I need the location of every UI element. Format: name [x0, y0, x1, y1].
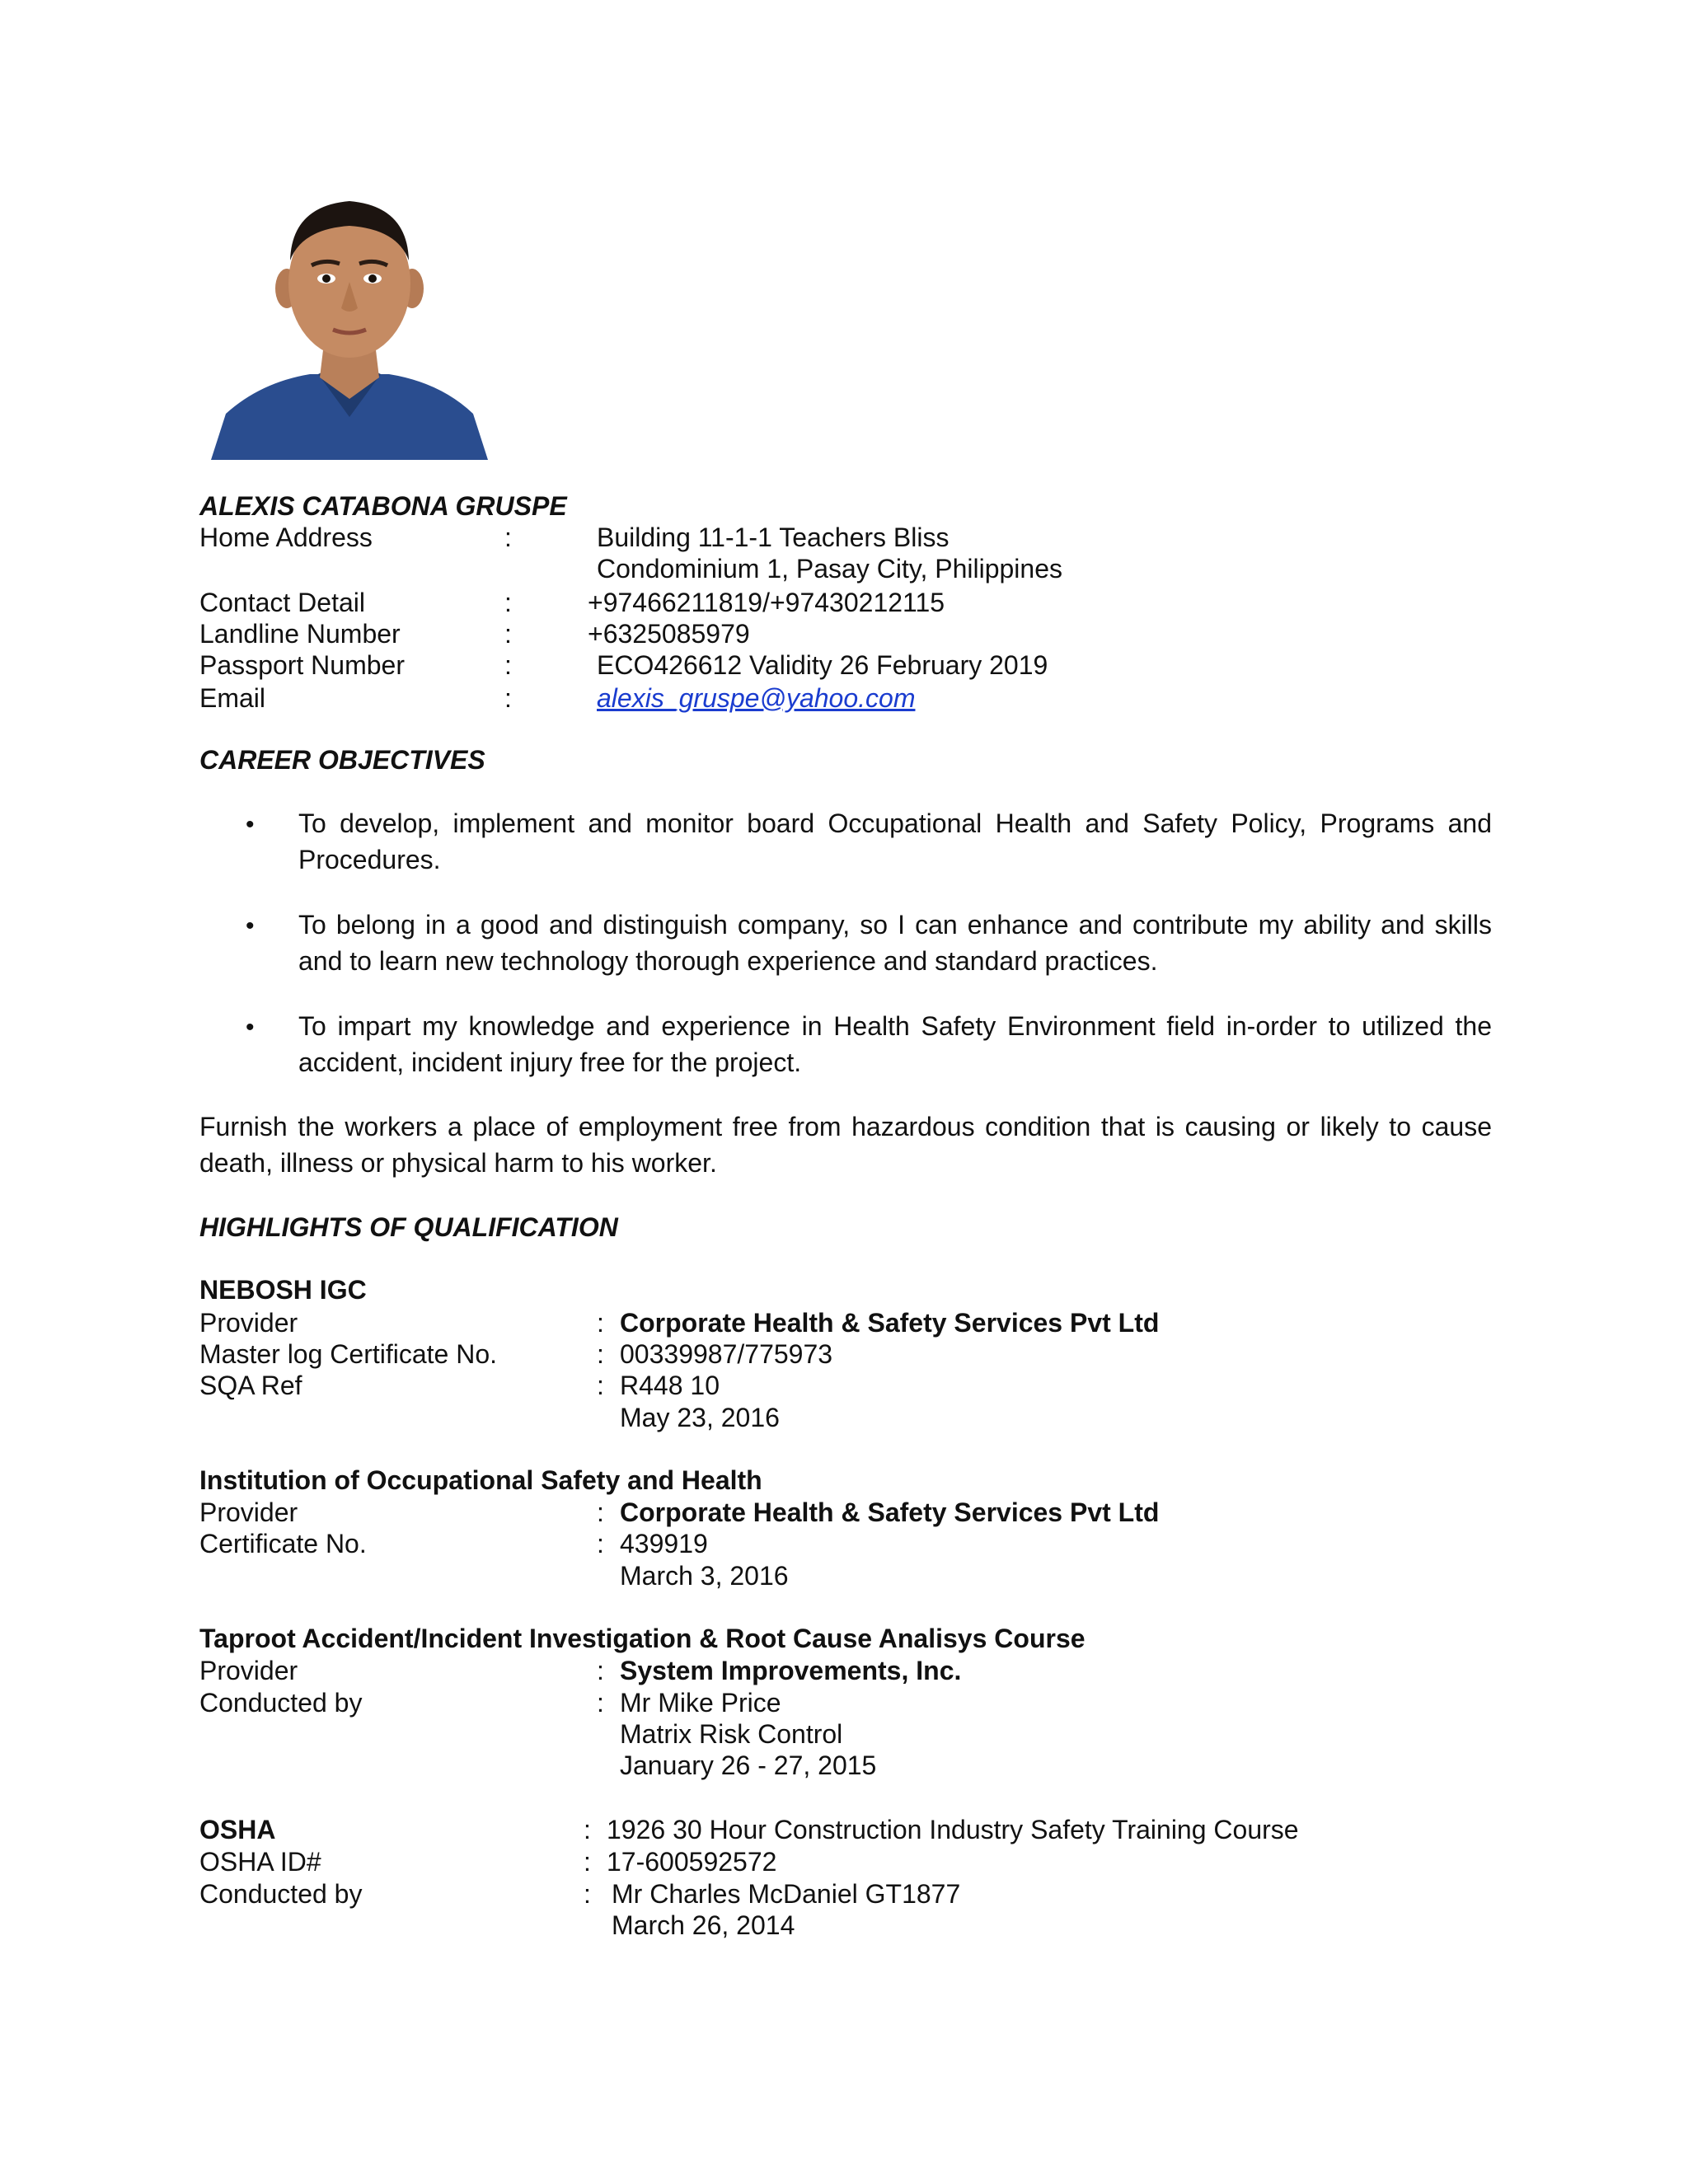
- contact-detail-colon: :: [504, 588, 512, 617]
- home-address-line2: Condominium 1, Pasay City, Philippines: [597, 554, 1062, 583]
- iosh-title: Institution of Occupational Safety and Health: [199, 1465, 762, 1495]
- highlights-heading: HIGHLIGHTS OF QUALIFICATION: [199, 1212, 618, 1242]
- objective-paragraph: Furnish the workers a place of employment free from hazardous condition that is causing or likely to cause death, illness or physical harm to his worker.: [199, 1112, 1492, 1178]
- nebosh-title: NEBOSH IGC: [199, 1275, 367, 1305]
- iosh-provider-label: Provider: [199, 1497, 298, 1527]
- osha-conducted-value: Mr Charles McDaniel GT1877: [612, 1879, 961, 1909]
- iosh-cert-value: 439919: [620, 1529, 708, 1558]
- nebosh-sqa-colon: :: [597, 1371, 604, 1400]
- osha-date: March 26, 2014: [612, 1910, 795, 1940]
- email-link[interactable]: alexis_gruspe@yahoo.com: [597, 683, 916, 713]
- taproot-title: Taproot Accident/Incident Investigation & Root Cause Analisys Course: [199, 1624, 1085, 1653]
- objective-item-3: To impart my knowledge and experience in Health Safety Environment field in-order to utilized the accident, incident injury free for the project.: [298, 1011, 1492, 1077]
- objective-item-2: To belong in a good and distinguish company, so I can enhance and contribute my ability and skills and to learn new technology thorough experience and standard practices.: [298, 910, 1492, 976]
- iosh-cert-colon: :: [597, 1529, 604, 1558]
- contact-detail-label: Contact Detail: [199, 588, 365, 617]
- contact-detail-value: +97466211819/+97430212115: [588, 588, 945, 617]
- nebosh-sqa-label: SQA Ref: [199, 1371, 302, 1400]
- osha-conducted-label: Conducted by: [199, 1879, 363, 1909]
- taproot-conducted-label: Conducted by: [199, 1688, 363, 1718]
- taproot-date: January 26 - 27, 2015: [620, 1750, 877, 1780]
- bullet-icon: •: [246, 811, 255, 838]
- taproot-provider-colon: :: [597, 1656, 604, 1685]
- profile-photo: [211, 191, 488, 460]
- osha-conducted-colon: :: [584, 1879, 591, 1909]
- osha-title-colon: :: [584, 1815, 591, 1844]
- nebosh-date: May 23, 2016: [620, 1403, 780, 1432]
- osha-title: OSHA: [199, 1815, 276, 1844]
- iosh-date: March 3, 2016: [620, 1561, 789, 1591]
- nebosh-provider-value: Corporate Health & Safety Services Pvt Ltd: [620, 1308, 1160, 1338]
- home-address-colon: :: [504, 523, 512, 552]
- iosh-provider-value: Corporate Health & Safety Services Pvt Ltd: [620, 1497, 1160, 1527]
- objective-item-1: To develop, implement and monitor board Occupational Health and Safety Policy, Programs and Procedures.: [298, 808, 1492, 874]
- osha-id-colon: :: [584, 1847, 591, 1877]
- career-objectives-heading: CAREER OBJECTIVES: [199, 745, 485, 775]
- nebosh-cert-label: Master log Certificate No.: [199, 1339, 498, 1369]
- home-address-label: Home Address: [199, 523, 373, 552]
- taproot-provider-value: System Improvements, Inc.: [620, 1656, 962, 1685]
- nebosh-sqa-value: R448 10: [620, 1371, 720, 1400]
- osha-id-label: OSHA ID#: [199, 1847, 321, 1877]
- profile-photo-image: [211, 191, 488, 460]
- email-colon: :: [504, 683, 512, 713]
- taproot-conducted-colon: :: [597, 1688, 604, 1718]
- bullet-icon: •: [246, 1014, 255, 1041]
- landline-value: +6325085979: [588, 619, 750, 649]
- iosh-provider-colon: :: [597, 1497, 604, 1527]
- osha-course: 1926 30 Hour Construction Industry Safety Training Course: [607, 1815, 1299, 1844]
- taproot-org: Matrix Risk Control: [620, 1719, 843, 1749]
- passport-value: ECO426612 Validity 26 February 2019: [597, 650, 1048, 680]
- iosh-cert-label: Certificate No.: [199, 1529, 367, 1558]
- passport-colon: :: [504, 650, 512, 680]
- nebosh-provider-label: Provider: [199, 1308, 298, 1338]
- bullet-icon: •: [246, 912, 255, 940]
- taproot-provider-label: Provider: [199, 1656, 298, 1685]
- nebosh-cert-colon: :: [597, 1339, 604, 1369]
- candidate-name: ALEXIS CATABONA GRUSPE: [199, 491, 567, 521]
- nebosh-provider-colon: :: [597, 1308, 604, 1338]
- email-label: Email: [199, 683, 266, 713]
- osha-id-value: 17-600592572: [607, 1847, 777, 1877]
- nebosh-cert-value: 00339987/775973: [620, 1339, 833, 1369]
- landline-label: Landline Number: [199, 619, 401, 649]
- home-address-line1: Building 11-1-1 Teachers Bliss: [597, 523, 950, 552]
- passport-label: Passport Number: [199, 650, 405, 680]
- taproot-conducted-value: Mr Mike Price: [620, 1688, 781, 1718]
- landline-colon: :: [504, 619, 512, 649]
